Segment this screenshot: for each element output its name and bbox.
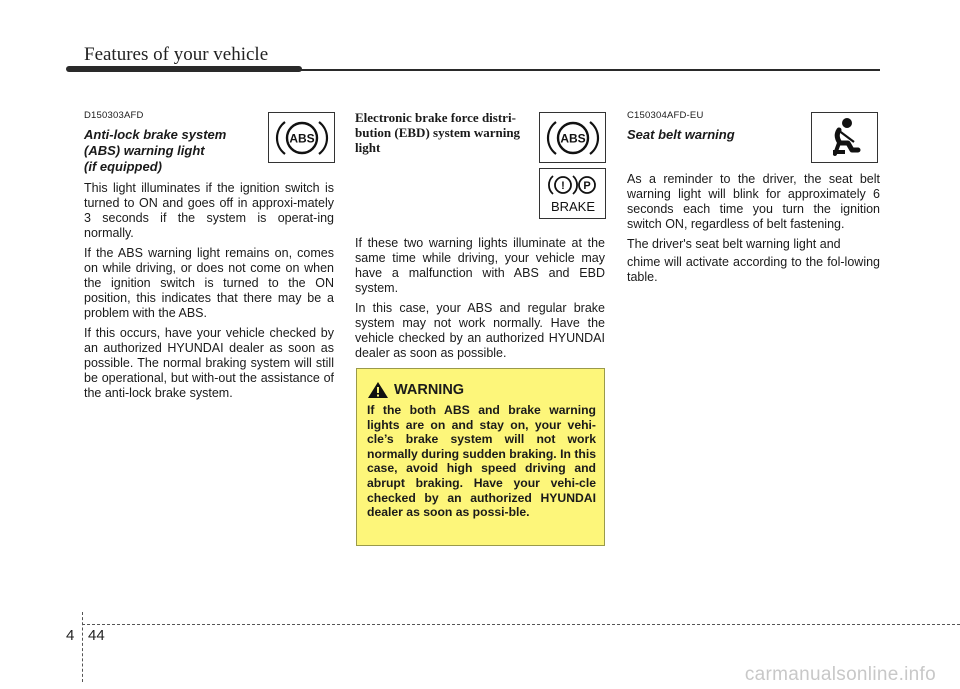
warning-title: WARNING [394, 382, 465, 398]
footer-rule [82, 624, 960, 625]
warning-text: If the both ABS and brake warning lights are on and stay on, your vehi-cle’s brake system will not work normally during sudden braking. In this case, avoid high speed driving and abrupt braking. Have your vehi-cle checked by an authorized HYUNDAI dealer as soon as possi-ble. [367, 403, 596, 520]
warning-triangle-icon [367, 381, 389, 399]
seatbelt-paragraph: chime will activate according to the fol-lowing table. [627, 255, 880, 284]
ebd-paragraph: In this case, your ABS and regular brake system may not work normally. Have the vehicle checked by an authorized HYUNDAI dealer as soon as possible. [355, 301, 605, 360]
header-rule-thick [66, 66, 302, 72]
abs-paragraph: If this occurs, have your vehicle checked by an authorized HYUNDAI dealer as soon as possible. The normal braking system will still be operational, but with-out the assistance of the anti-lock brake system. [84, 326, 334, 400]
abs-icon-label: ABS [288, 131, 315, 145]
abs-title-line-1: Anti-lock brake system [84, 127, 227, 142]
seatbelt-paragraph: As a reminder to the driver, the seat belt warning light will blink for approximately 6 seconds each time you turn the ignition switch ON, regardless of belt fastening. [627, 172, 880, 231]
ebd-title-line-2: bution (EBD) system warning [355, 125, 521, 140]
abs-icon-box [268, 112, 335, 163]
watermark: carmanualsonline.info [744, 664, 936, 685]
seatbelt-warning-icon [818, 116, 872, 160]
brake-icon-symbol-p: P [582, 179, 591, 192]
ebd-title-line-1: Electronic brake force distri- [355, 110, 516, 125]
ebd-paragraph: If these two warning lights illuminate at the same time while driving, your vehicle may have a malfunction with ABS and EBD system. [355, 236, 605, 295]
abs-paragraph: This light illuminates if the ignition switch is turned to ON and goes off in approxi-mately 3 seconds if the system is operat-ing normally. [84, 181, 334, 240]
brake-icon-symbol-exclaim: ! [560, 179, 565, 192]
abs-section-code: D150303AFD [84, 110, 144, 121]
seatbelt-section-title: Seat belt warning [627, 127, 735, 142]
chapter-number: 4 [66, 627, 75, 644]
ebd-abs-icon-label: ABS [559, 131, 586, 145]
abs-title-line-2: (ABS) warning light [84, 143, 205, 158]
page-number: 44 [88, 627, 105, 644]
warning-title-row [367, 381, 596, 399]
abs-warning-icon [273, 116, 331, 160]
brake-icon-box [539, 168, 606, 219]
abs-paragraph: If the ABS warning light remains on, comes on while driving, or does not come on when the ignition switch is turned to the ON position, this indicates that there may be a problem with the ABS. [84, 246, 334, 320]
page-header-title: Features of your vehicle [84, 44, 269, 65]
seatbelt-section-code: C150304AFD-EU [627, 110, 704, 121]
seatbelt-paragraph: The driver's seat belt warning light and [627, 237, 841, 251]
seatbelt-icon-box [811, 112, 878, 163]
header-rule-thin [300, 69, 880, 71]
warning-box [356, 368, 605, 546]
brake-warning-icon [543, 171, 603, 217]
abs-warning-icon [544, 116, 602, 160]
abs-title-line-3: (if equipped) [84, 159, 162, 174]
ebd-abs-icon-box [539, 112, 606, 163]
footer-vertical-rule [82, 612, 83, 682]
ebd-title-line-3: light [355, 140, 381, 155]
brake-icon-label: BRAKE [550, 198, 595, 214]
